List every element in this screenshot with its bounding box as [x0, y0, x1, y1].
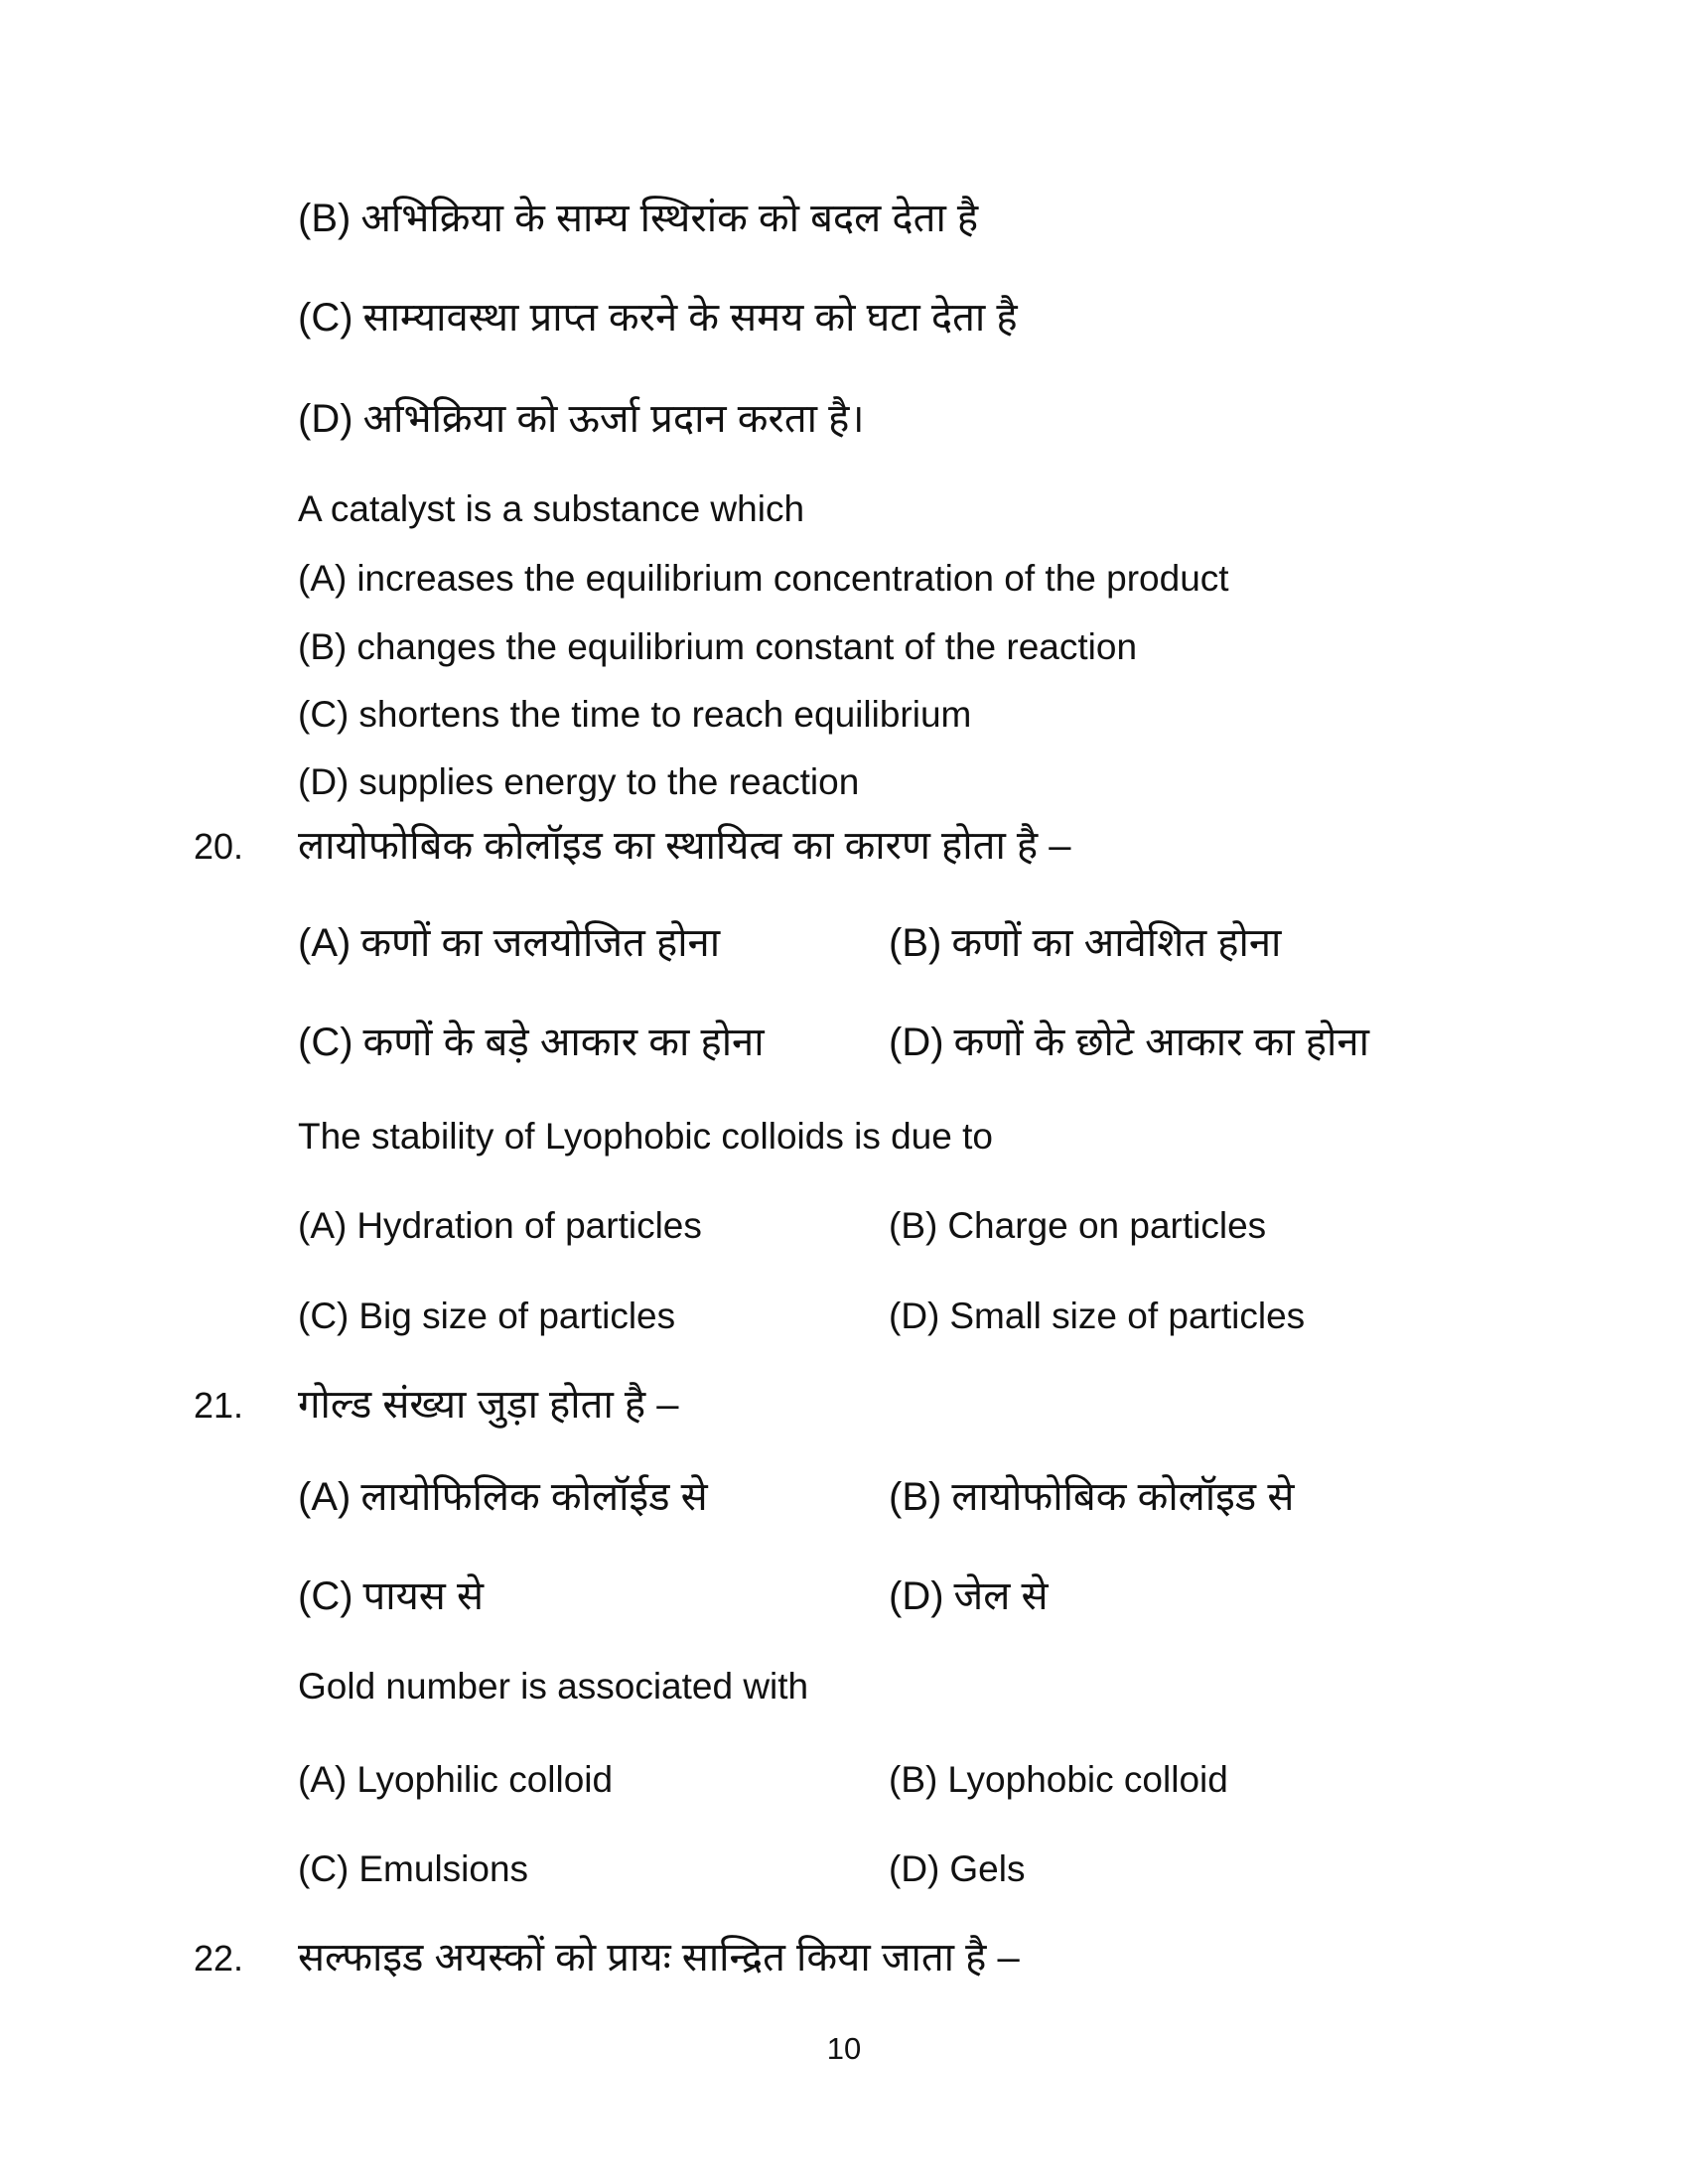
option-text: increases the equilibrium concentration of the product	[356, 558, 1229, 599]
question-20-english-option-a	[298, 1203, 702, 1249]
question-19-english-option-d	[298, 759, 859, 805]
option-label: (A)	[298, 1759, 348, 1800]
option-text: Emulsions	[358, 1848, 529, 1889]
question-20-hindi-option-b	[889, 919, 1281, 967]
page-number: 10	[826, 2031, 862, 2066]
option-text: पायस से	[362, 1574, 485, 1618]
question-22-hindi-stem: सल्फाइड अयस्कों को प्रायः सान्द्रित किया जाता है –	[298, 1936, 1020, 1979]
option-label: (B)	[889, 1759, 938, 1800]
option-label: (D)	[889, 1574, 944, 1618]
option-text: Charge on particles	[947, 1205, 1267, 1246]
question-20-english-stem: The stability of Lyophobic colloids is due to	[298, 1116, 993, 1157]
option-label: (D)	[889, 1296, 940, 1336]
question-21-english-stem: Gold number is associated with	[298, 1666, 809, 1706]
option-text: लायोफोबिक कोलॉइड से	[951, 1475, 1295, 1519]
question-19-english-option-b	[298, 624, 1137, 670]
question-number: 21.	[194, 1385, 244, 1426]
option-label: (D)	[889, 1021, 944, 1064]
option-text: लायोफिलिक कोलॉईड से	[360, 1475, 708, 1519]
question-20-hindi-option-d	[889, 1019, 1369, 1066]
option-text: साम्यावस्था प्राप्त करने के समय को घटा देता है	[362, 296, 1018, 340]
question-number: 20.	[194, 826, 244, 867]
question-21-row	[194, 1381, 679, 1429]
option-label: (C)	[298, 296, 353, 340]
question-21-hindi-option-a	[298, 1473, 708, 1521]
question-21-hindi-option-d	[889, 1572, 1049, 1620]
question-number: 22.	[194, 1938, 244, 1979]
question-21-english-option-a	[298, 1757, 613, 1803]
option-text: अभिक्रिया के साम्य स्थिरांक को बदल देता है	[360, 197, 979, 240]
option-text: कणों का आवेशित होना	[951, 921, 1282, 965]
option-label: (B)	[889, 921, 942, 965]
option-text: changes the equilibrium constant of the reaction	[356, 626, 1138, 667]
question-21-english-option-b	[889, 1757, 1228, 1803]
option-label: (C)	[298, 1296, 350, 1336]
question-19-english-stem: A catalyst is a substance which	[298, 488, 805, 529]
option-label: (C)	[298, 1848, 350, 1889]
option-label: (B)	[889, 1205, 938, 1246]
question-20-hindi-stem: लायोफोबिक कोलॉइड का स्थायित्व का कारण होता है –	[298, 824, 1071, 868]
question-21-english-option-d	[889, 1846, 1025, 1892]
option-label: (C)	[298, 1021, 353, 1064]
question-20-english-option-c	[298, 1294, 675, 1339]
option-label: (C)	[298, 694, 350, 735]
question-19-hindi-option-c	[298, 294, 1018, 341]
option-text: कणों का जलयोजित होना	[360, 921, 721, 965]
question-20-english-option-b	[889, 1203, 1266, 1249]
question-22-row	[194, 1934, 1020, 1981]
question-20-hindi-option-a	[298, 919, 720, 967]
option-label: (B)	[889, 1475, 942, 1519]
question-21-hindi-stem: गोल्ड संख्या जुड़ा होता है –	[298, 1383, 679, 1427]
question-20-row	[194, 822, 1071, 870]
question-21-hindi-option-b	[889, 1473, 1294, 1521]
question-21-english-option-c	[298, 1846, 528, 1892]
option-text: Big size of particles	[358, 1296, 676, 1336]
option-text: supplies energy to the reaction	[358, 761, 860, 802]
option-label: (D)	[298, 397, 353, 441]
option-label: (B)	[298, 626, 348, 667]
option-text: कणों के छोटे आकार का होना	[953, 1021, 1369, 1064]
option-label: (D)	[298, 761, 350, 802]
option-label: (A)	[298, 1475, 352, 1519]
question-19-hindi-option-b	[298, 195, 978, 242]
question-19-english-option-a	[298, 556, 1229, 602]
question-19-english-option-c	[298, 692, 971, 738]
option-text: जेल से	[953, 1574, 1049, 1618]
option-label: (C)	[298, 1574, 353, 1618]
option-label: (A)	[298, 558, 348, 599]
option-text: shortens the time to reach equilibrium	[358, 694, 972, 735]
option-label: (D)	[889, 1848, 940, 1889]
question-20-hindi-option-c	[298, 1019, 765, 1066]
question-19-hindi-option-d	[298, 395, 865, 443]
option-text: Small size of particles	[949, 1296, 1306, 1336]
option-text: अभिक्रिया को ऊर्जा प्रदान करता है।	[362, 397, 865, 441]
option-text: Hydration of particles	[356, 1205, 702, 1246]
option-label: (A)	[298, 921, 352, 965]
option-text: कणों के बड़े आकार का होना	[362, 1021, 765, 1064]
option-text: Lyophobic colloid	[947, 1759, 1228, 1800]
option-label: (A)	[298, 1205, 348, 1246]
option-label: (B)	[298, 197, 352, 240]
question-20-english-option-d	[889, 1294, 1305, 1339]
option-text: Lyophilic colloid	[356, 1759, 614, 1800]
question-21-hindi-option-c	[298, 1572, 484, 1620]
option-text: Gels	[949, 1848, 1026, 1889]
